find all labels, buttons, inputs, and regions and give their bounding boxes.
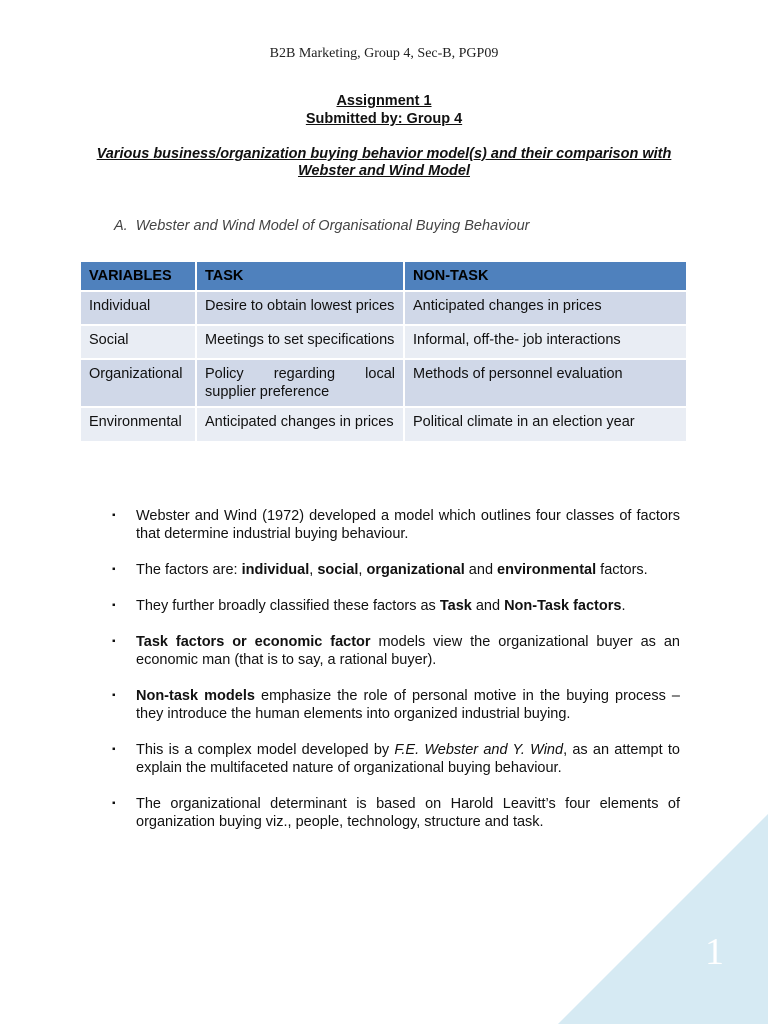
table-cell: Desire to obtain lowest prices — [196, 291, 404, 325]
assignment-title-line: Assignment 1 — [336, 93, 432, 109]
list-item: ▪ This is a complex model developed by F.E. Webster and Y. Wind, as an attempt to explain the multifaceted nature of organizational buying behaviour. — [112, 742, 680, 776]
list-item: ▪ Webster and Wind (1972) developed a model which outlines four classes of factors that determine industrial buying behaviour. — [112, 508, 680, 542]
bullet-square-icon: ▪ — [112, 600, 116, 611]
list-item: ▪ The factors are: individual, social, organizational and environmental factors. — [112, 562, 648, 578]
page-header: B2B Marketing, Group 4, Sec-B, PGP09 — [269, 46, 499, 61]
list-item: ▪ They further broadly classified these factors as Task and Non-Task factors. — [112, 598, 626, 614]
table-cell: Methods of personnel evaluation — [404, 359, 687, 407]
table-header-row — [81, 262, 687, 291]
table-cell: Informal, off-the- job interactions — [404, 325, 687, 359]
webster-wind-table — [81, 262, 688, 441]
bullet-square-icon: ▪ — [112, 798, 116, 809]
table-row — [81, 407, 687, 441]
table-row — [81, 291, 687, 325]
table-cell: Anticipated changes in prices — [404, 291, 687, 325]
column-header: TASK — [196, 262, 404, 291]
table-cell: Policy regarding local supplier preference — [196, 359, 404, 407]
table-row — [81, 359, 687, 407]
bullet-square-icon: ▪ — [112, 744, 116, 755]
table-cell: Organizational — [81, 359, 196, 407]
column-header: VARIABLES — [81, 262, 196, 291]
list-item: ▪ The organizational determinant is based on Harold Leavitt’s four elements of organization buying viz., people, technology, structure and task. — [112, 796, 680, 830]
table-cell: Environmental — [81, 407, 196, 441]
submitted-by-line: Submitted by: Group 4 — [305, 111, 463, 127]
list-item: ▪ Non-task models emphasize the role of personal motive in the buying process – they introduce the human elements into organized industrial buying. — [112, 688, 680, 722]
table-cell: Individual — [81, 291, 196, 325]
table-row — [81, 325, 687, 359]
page-number: 1 — [705, 931, 724, 973]
bullet-square-icon: ▪ — [112, 636, 116, 647]
bullet-square-icon: ▪ — [112, 690, 116, 701]
column-header: NON-TASK — [404, 262, 687, 291]
assignment-title — [0, 92, 768, 128]
section-heading: A. Webster and Wind Model of Organisational Buying Behaviour — [114, 218, 530, 234]
table-cell: Meetings to set specifications — [196, 325, 404, 359]
document-subtitle: Various business/organization buying behavior model(s) and their comparison with Webster and Wind Model — [96, 146, 672, 179]
list-item: ▪ Task factors or economic factor models view the organizational buyer as an economic man (that is to say, a rational buyer). — [112, 634, 680, 668]
table-cell: Anticipated changes in prices — [196, 407, 404, 441]
table-cell: Political climate in an election year — [404, 407, 687, 441]
bullet-square-icon: ▪ — [112, 564, 116, 575]
bullet-list — [112, 507, 680, 849]
table-cell: Social — [81, 325, 196, 359]
bullet-square-icon: ▪ — [112, 510, 116, 521]
